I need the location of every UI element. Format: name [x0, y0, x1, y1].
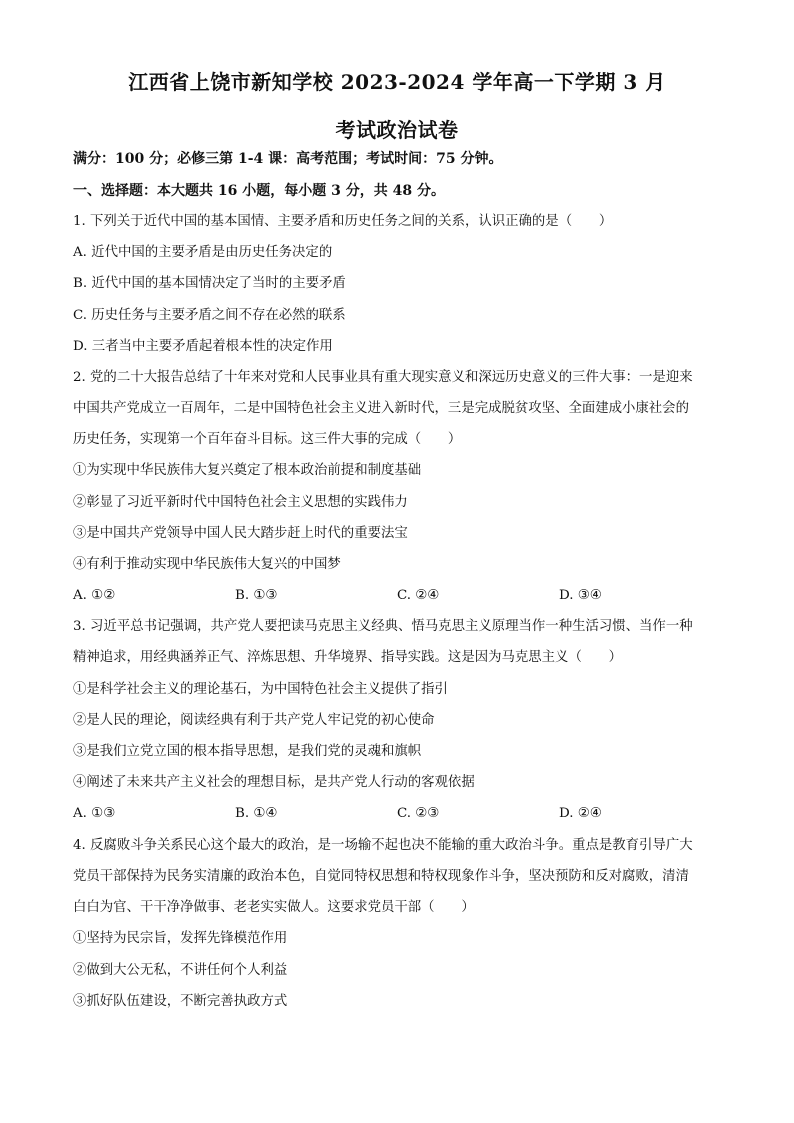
- question-1-option-d: D. 三者当中主要矛盾起着根本性的决定作用: [73, 339, 333, 354]
- question-3-option-d: D. ②④: [559, 806, 602, 821]
- question-4-statement-2: ②做到大公无私，不讲任何个人利益: [73, 963, 288, 978]
- question-1-option-b: B. 近代中国的基本国情决定了当时的主要矛盾: [73, 276, 346, 291]
- question-3-option-b: B. ①④: [235, 806, 278, 821]
- question-2-option-b: B. ①③: [235, 588, 278, 603]
- question-2-option-a: A. ①②: [73, 588, 116, 603]
- exam-title-line-2: 考试政治试卷: [335, 118, 459, 142]
- question-4-stem-line-1: 4. 反腐败斗争关系民心这个最大的政治，是一场输不起也决不能输的重大政治斗争。重点是教育引导广大: [73, 838, 693, 853]
- question-3-option-c: C. ②③: [397, 806, 440, 821]
- exam-info: 满分：100 分；必修三第 1-4 课：高考范围；考试时间：75 分钟。: [73, 151, 503, 167]
- question-2-statement-2: ②彰显了习近平新时代中国特色社会主义思想的实践伟力: [73, 495, 408, 510]
- section-heading: 一、选择题：本大题共 16 小题，每小题 3 分，共 48 分。: [73, 183, 445, 199]
- question-4-statement-3: ③抓好队伍建设，不断完善执政方式: [73, 994, 288, 1009]
- exam-title-line-1: 江西省上饶市新知学校 2023-2024 学年高一下学期 3 月: [128, 70, 666, 94]
- question-2-statement-1: ①为实现中华民族伟大复兴奠定了根本政治前提和制度基础: [73, 463, 422, 478]
- question-2-statement-3: ③是中国共产党领导中国人民大踏步赶上时代的重要法宝: [73, 526, 408, 541]
- question-3-statement-4: ④阐述了未来共产主义社会的理想目标，是共产党人行动的客观依据: [73, 775, 475, 790]
- question-4-stem-line-2: 党员干部保持为民务实清廉的政治本色，自觉同特权思想和特权现象作斗争，坚决预防和反对腐败，清清: [73, 869, 689, 884]
- question-4-stem-line-3: 白白为官、干干净净做事、老老实实做人。这要求党员干部（ ）: [73, 900, 475, 915]
- question-2-stem-line-1: 2. 党的二十大报告总结了十年来对党和人民事业具有重大现实意义和深远历史意义的三件大事：一是迎来: [73, 370, 693, 385]
- question-3-stem-line-1: 3. 习近平总书记强调，共产党人要把读马克思主义经典、悟马克思主义原理当作一种生活习惯、当作一种: [73, 619, 693, 634]
- question-3-stem-line-2: 精神追求，用经典涵养正气、淬炼思想、升华境界、指导实践。这是因为马克思主义（ ）: [73, 650, 623, 665]
- question-1-stem: 1. 下列关于近代中国的基本国情、主要矛盾和历史任务之间的关系，认识正确的是（ ）: [73, 214, 613, 229]
- question-3-statement-2: ②是人民的理论，阅读经典有利于共产党人牢记党的初心使命: [73, 713, 435, 728]
- question-3-option-a: A. ①③: [73, 806, 116, 821]
- question-2-stem-line-3: 历史任务，实现第一个百年奋斗目标。这三件大事的完成（ ）: [73, 432, 462, 447]
- question-3-statement-1: ①是科学社会主义的理论基石，为中国特色社会主义提供了指引: [73, 682, 448, 697]
- question-1-option-c: C. 历史任务与主要矛盾之间不存在必然的联系: [73, 308, 346, 323]
- question-2-option-d: D. ③④: [559, 588, 602, 603]
- question-2-stem-line-2: 中国共产党成立一百周年，二是中国特色社会主义进入新时代，三是完成脱贫攻坚、全面建成小康社会的: [73, 401, 689, 416]
- question-4-statement-1: ①坚持为民宗旨，发挥先锋模范作用: [73, 931, 288, 946]
- question-2-statement-4: ④有利于推动实现中华民族伟大复兴的中国梦: [73, 557, 341, 572]
- question-2-option-c: C. ②④: [397, 588, 440, 603]
- question-1-option-a: A. 近代中国的主要矛盾是由历史任务决定的: [73, 245, 333, 260]
- question-3-statement-3: ③是我们立党立国的根本指导思想，是我们党的灵魂和旗帜: [73, 744, 422, 759]
